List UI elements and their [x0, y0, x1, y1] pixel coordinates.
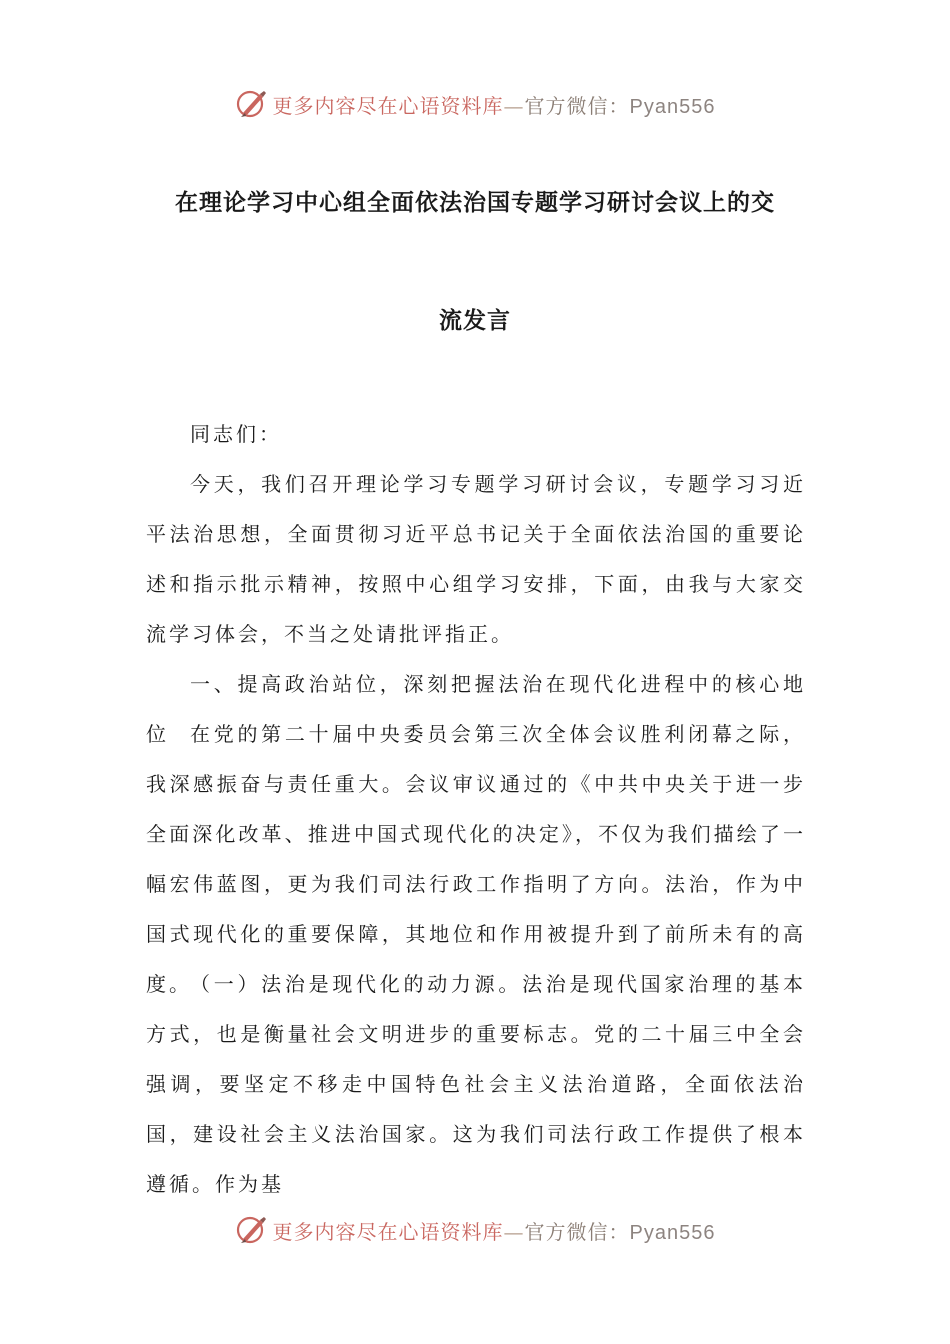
document-title-line-1: 在理论学习中心组全面依法治国专题学习研讨会议上的交: [175, 190, 775, 216]
watermark-footer: [0, 1210, 950, 1250]
watermark-text: 更多内容尽在心语资料库—官方微信：Pyan556: [272, 1219, 716, 1244]
section-1-body: 在党的第二十届中央委员会第三次全体会议胜利闭幕之际，我深感振奋与责任重大。会议审议通过的《中共中央关于进一步全面深化改革、推进中国式现代化的决定》，不仅为我们描绘了一幅宏伟蓝图，更为我们司法行政工作指明了方向。法治，作为中国式现代化的重要保障，其地位和作用被提升到了前所未有的高度。: [146, 722, 806, 996]
intro-paragraph: 今天，我们召开理论学习专题学习研讨会议，专题学习习近平法治思想，全面贯彻习近平总书记关于全面依法治国的重要论述和指示批示精神，按照中心组学习安排，下面，由我与大家交流学习体会，不当之处请批评指正。: [146, 472, 806, 646]
watermark-text: 更多内容尽在心语资料库—官方微信：Pyan556: [272, 93, 716, 118]
section-1-heading: 一、提高政治站位，深刻把握法治在现代化进程中的核心地位: [146, 672, 806, 746]
pen-logo-icon: [235, 87, 269, 121]
subsection-1-paragraph: （一）法治是现代化的动力源。法治是现代国家治理的基本方式，也是衡量社会文明进步的重要标志。党的二十届三中全会强调，要坚定不移走中国特色社会主义法治道路，全面依法治国，建设社会主义法治国家。这为我们司法行政工作提供了根本遵循。作为基: [146, 972, 806, 1196]
pen-logo-icon: [235, 1213, 269, 1247]
salutation: 同志们：: [190, 422, 282, 446]
document-title-line-2: 流发言: [439, 308, 511, 334]
watermark-header: [0, 84, 950, 124]
